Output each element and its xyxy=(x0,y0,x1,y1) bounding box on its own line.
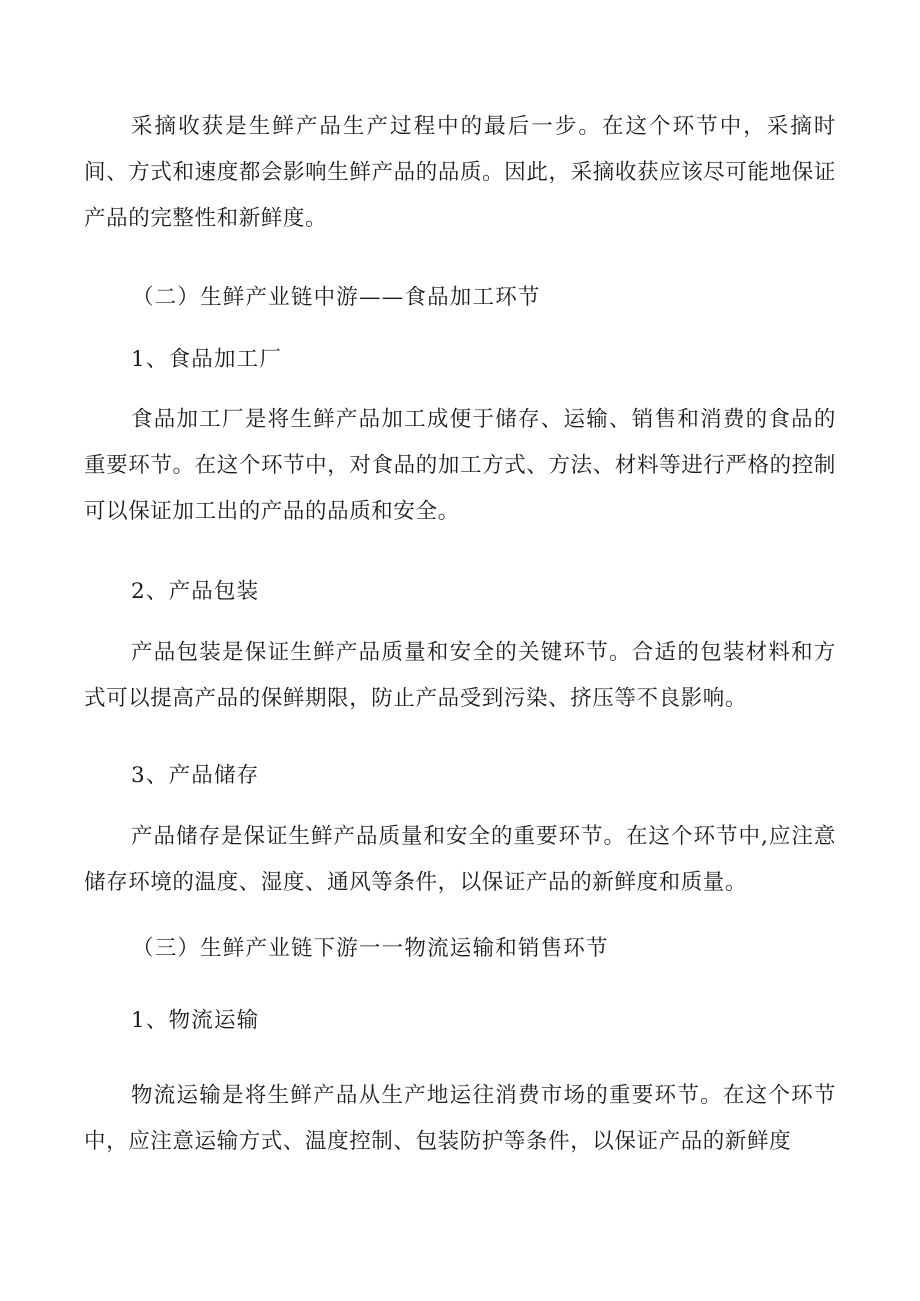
paragraph-logistics: 物流运输是将生鲜产品从生产地运往消费市场的重要环节。在这个环节中，应注意运输方式、温度控制、包装防护等条件，以保证产品的新鲜度 xyxy=(84,1083,836,1154)
paragraph-storage: 产品储存是保证生鲜产品质量和安全的重要环节。在这个环节中,应注意储存环境的温度、湿度、通风等条件，以保证产品的新鲜度和质量。 xyxy=(84,824,836,895)
section-heading-downstream: （三）生鲜产业链下游一一物流运输和销售环节 xyxy=(132,936,609,961)
subheading-food-factory: 1、食品加工厂 xyxy=(131,347,283,372)
subheading-logistics: 1、物流运输 xyxy=(131,1008,260,1033)
paragraph-food-factory: 食品加工厂是将生鲜产品加工成便于储存、运输、销售和消费的食品的重要环节。在这个环节中，对食品的加工方式、方法、材料等进行严格的控制可以保证加工出的产品的品质和安全。 xyxy=(84,407,836,524)
section-heading-midstream: （二）生鲜产业链中游——食品加工环节 xyxy=(132,285,541,310)
paragraph-packaging: 产品包装是保证生鲜产品质量和安全的关键环节。合适的包装材料和方式可以提高产品的保鲜期限，防止产品受到污染、挤压等不良影响。 xyxy=(84,640,836,711)
paragraph-harvest: 采摘收获是生鲜产品生产过程中的最后一步。在这个环节中，采摘时间、方式和速度都会影响生鲜产品的品质。因此，采摘收获应该尽可能地保证产品的完整性和新鲜度。 xyxy=(84,114,836,231)
subheading-packaging: 2、产品包装 xyxy=(131,579,260,604)
subheading-storage: 3、产品储存 xyxy=(131,763,260,788)
